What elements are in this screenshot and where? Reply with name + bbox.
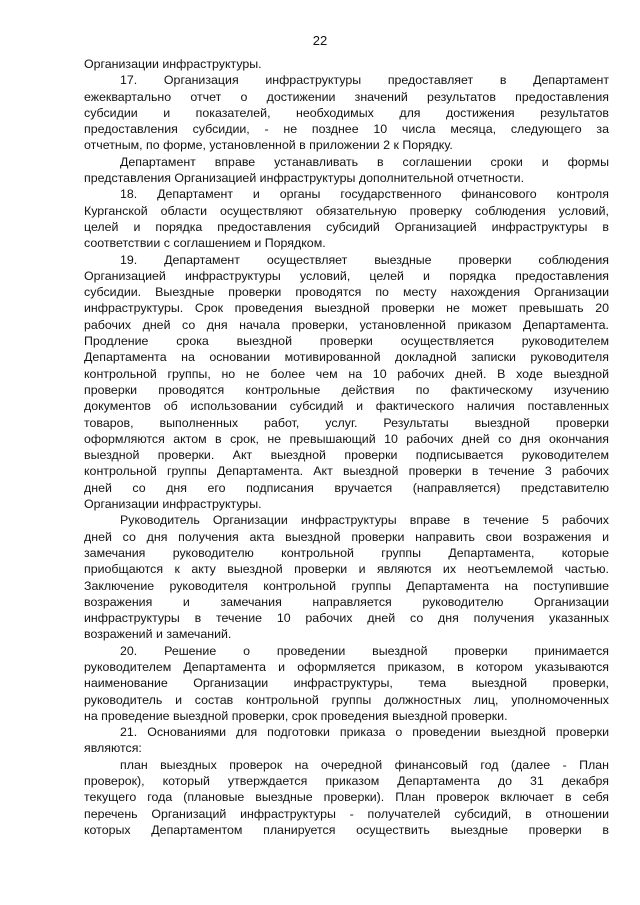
text-line: субсидии и показателей, необходимых для достижения результатов [84,105,609,120]
text-line: 19. Департамент осуществляет выездные проверки соблюдения [120,252,609,267]
text-line: предоставления субсидии, - не позднее 10 числа месяца, следующего за [84,122,609,137]
text-line: руководителем Департамента и оформляется приказом, в котором указываются [84,659,609,674]
text-line: соответствии с соглашением и Порядком. [84,236,326,251]
text-line: план выездных проверок на очередной финансовый год (далее - План [120,757,609,772]
text-line: Организации инфраструктуры. [84,497,262,512]
text-line: товаров, выполненных работ, услуг. Результаты выездной проверки [84,415,609,430]
text-line: 20. Решение о проведении выездной проверки принимается [120,643,609,658]
page-number: 22 [312,33,328,48]
text-line: дней со дня его подписания вручается (направляется) представителю [84,480,609,495]
text-line: Департамент вправе устанавливать в соглашении сроки и формы [120,154,609,169]
text-line: руководитель и состав контрольной группы должностных лиц, уполномоченных [84,692,609,707]
text-line: рабочих дней со дня начала проверки, установленной приказом Департамента. [84,317,609,332]
text-line: отчетным, по форме, установленной в приложении 2 к Порядку. [84,138,453,153]
text-line: представления Организацией инфраструктуры дополнительной отчетности. [84,171,525,186]
text-line: инфраструктуры в течение 10 рабочих дней со дня получения указанных [84,611,609,626]
text-line: наименование Организации инфраструктуры, тема выездной проверки, [84,676,609,691]
text-line: контрольной группы, но не более чем на 10 рабочих дней. В ходе выездной [84,366,609,381]
text-line: контрольной группы Департамента. Акт выездной проверки в течение 3 рабочих [84,464,609,479]
text-line: 18. Департамент и органы государственного финансового контроля [120,187,609,202]
text-line: Курганской области осуществляют обязательную проверку соблюдения условий, [84,203,609,218]
text-line: являются: [84,741,142,756]
text-line: перечень Организаций инфраструктуры - получателей субсидий, в отношении [84,806,609,821]
text-line: Продление срока выездной проверки осуществляется руководителем [84,334,609,349]
text-line: приобщаются к акту выездной проверки и являются их неотъемлемой частью. [84,562,609,577]
text-line: выездной проверки. Акт выездной проверки подписывается руководителем [84,448,609,463]
text-line: инфраструктуры. Срок проведения выездной проверки не может превышать 20 [84,301,609,316]
text-line: возражения и замечания направляется руководителю Организации [84,594,609,609]
text-line: проверки проводятся контрольные действия по фактическому изучению [84,382,609,397]
text-line: дней со дня получения акта выездной проверки направить свои возражения и [84,529,609,544]
text-line: возражений и замечаний. [84,627,232,642]
text-line: Департамента на основании мотивированной докладной записки руководителя [84,350,609,365]
text-line: Организацией инфраструктуры условий, целей и порядка предоставления [84,268,609,283]
body-text [84,56,609,838]
text-line: субсидии. Выездные проверки проводятся по месту нахождения Организации [84,285,609,300]
text-line: целей и порядка предоставления субсидий Организацией инфраструктуры в [84,219,609,234]
text-line: документов об использовании субсидий и фактического наличия поставленных [84,399,609,414]
text-line: ежеквартально отчет о достижении значений результатов предоставления [84,89,609,104]
text-line: которых Департаментом планируется осуществить выездные проверки в [84,822,609,837]
text-line: на проведение выездной проверки, срок проведения выездной проверки. [84,708,508,723]
text-line: Организации инфраструктуры. [84,57,262,71]
text-line: Руководитель Организации инфраструктуры вправе в течение 5 рабочих [120,513,609,528]
text-line: Заключение руководителя контрольной группы Департамента на поступившие [84,578,609,593]
text-line: оформляются актом в срок, не превышающий 10 рабочих дней со дня окончания [84,431,609,446]
text-line: 17. Организация инфраструктуры предоставляет в Департамент [120,73,609,88]
text-line: 21. Основаниями для подготовки приказа о проведении выездной проверки [120,725,609,740]
text-line: замечания руководителю контрольной группы Департамента, которые [84,545,609,560]
text-line: проверок), который утверждается приказом Департамента до 31 декабря [84,774,609,789]
text-line: текущего года (плановые выездные проверки). План проверок включает в себя [84,790,609,805]
